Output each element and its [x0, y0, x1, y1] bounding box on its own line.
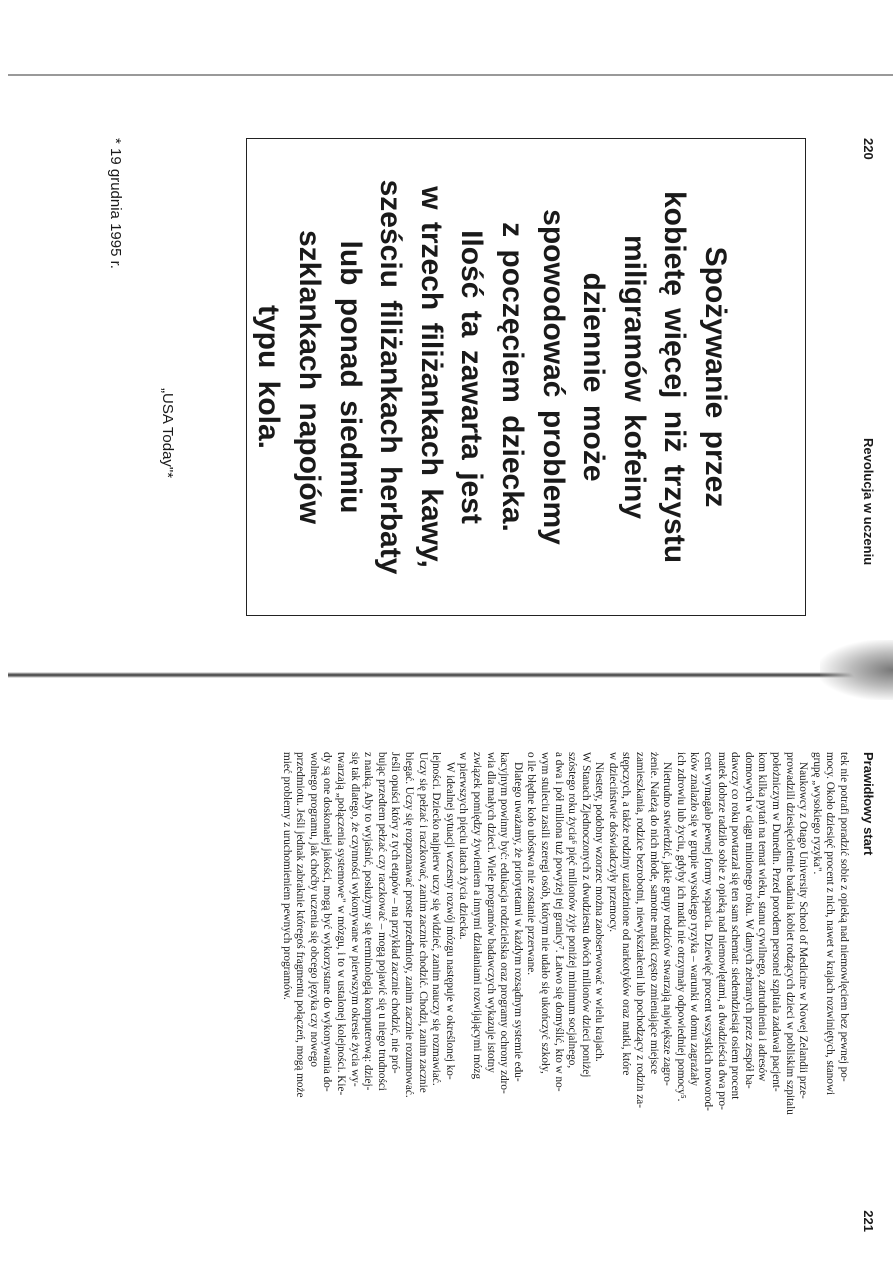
body-line: Jeśli opuści który z tych etapów – na przykład zacznie chodzić, nie pró- [389, 752, 402, 1074]
body-line: się tak dlatego, że czynności wykonywane w pierwszym okresie życia wy- [348, 752, 361, 1087]
quote-line: dziennie może [577, 272, 611, 482]
body-line: mieć problemy z uruchomieniem pewnych programów. [280, 752, 293, 1000]
body-line: matek dobrze radziło sobie z opieką nad niemowlętami, a dwadzieścia dwa pro- [715, 752, 728, 1110]
body-line: prowadzili dziesięcioletnie badania kobiet rodzących dzieci w pobliskim szpitalu [783, 752, 796, 1115]
quote-line: typu kola. [252, 304, 286, 450]
quote-line: miligramów kofeiny [617, 234, 651, 520]
lower-running-head: Prawidłowy start [861, 752, 876, 856]
quote-line: Ilość ta zawarta jest [455, 230, 489, 524]
body-line: mocy. Około dziesięć procent z nich, nawet w krajach rozwiniętych, stanowi [824, 752, 837, 1096]
scan-edge-line [8, 74, 893, 76]
body-line: wia dla małych dzieci. Wiele programów badawczych wykazuje istotny [484, 752, 497, 1073]
quote-source: „USA Today"* [159, 388, 176, 479]
body-line: W idealnej sytuacji wczesny rozwój mózgu następuje w określonej ko- [443, 762, 456, 1080]
body-line: zamieszkania, rodzice bezrobotni, niewykształceni lub pochodzący z rodzin za- [634, 752, 647, 1108]
body-line: Niestety, podobny wzorzec można zaobserwować w wielu krajach. [593, 762, 606, 1062]
body-line: Nietrudno stwierdzić, jakie grupy rodziców stwarzają największe zagro- [661, 762, 674, 1086]
body-line: położniczym w Dunedin. Przed porodem personel szpitala zadawał pacjent- [770, 752, 783, 1092]
quote-footnote: * 19 grudnia 1995 r. [107, 138, 124, 269]
book-gutter [8, 672, 893, 678]
upper-page [16, 138, 876, 618]
body-line: wym stuleciu zasili szeregi osób, którym nie udało się ukończyć szkoły, [538, 752, 551, 1074]
body-line: przedmiotu. Jeśli jednak zabraknie któregoś fragmentu połączeń, mogą może [294, 752, 307, 1098]
quote-line: Spożywanie przez [699, 246, 732, 508]
body-line: wolnego programu, jak choćby uczenia się obcego języka czy nowego [307, 752, 320, 1067]
body-line: żenie. Należą do nich młode, samotne matki często zmieniające miejsce [647, 752, 660, 1075]
body-line: stępczych, a także rodziny uzależnione od narkotyków oraz matki, które [620, 752, 633, 1076]
body-line: dawczy co roku powtarzał się ten sam schemat: siedemdziesiąt osiem procent [729, 752, 742, 1100]
quote-line: szklankach napojów [293, 229, 327, 525]
quote-line: w trzech filiżankach kawy, [414, 186, 448, 568]
body-line: Dlatego uważamy, że priorytetami w każdym rozsądnym systemie edu- [511, 762, 524, 1082]
body-line: z nauką. Aby to wyjaśnić, posłużymy się terminologią komputerową: dziej- [362, 752, 375, 1091]
body-line: twarzają „połączenia systemowe" w mózgu, i to w ustalonej kolejności. Kie- [335, 752, 348, 1096]
body-line: szóstego roku życia⁶ pięć milionów żyje poniżej minimum socjalnego, [566, 752, 579, 1069]
body-text [279, 752, 850, 1232]
body-line: bując przedtem pełzać czy raczkować – mogą pojawić się u niego trudności [375, 752, 388, 1091]
body-line: o ile błędne koło ubóstwa nie zostanie przerwane. [525, 752, 538, 976]
body-line: w pierwszych pięciu latach życia dziecka. [457, 752, 470, 940]
lower-page-number: 221 [861, 1210, 876, 1232]
body-line: ich zdrowiu lub życiu, gdyby ich matki nie otrzymały odpowiedniej pomocy⁵. [674, 752, 687, 1102]
body-line: lejności. Dziecko najpierw uczy się widzieć, zanim nauczy się rozmawiać. [430, 752, 443, 1086]
quote-box [246, 138, 806, 616]
lower-page-header [856, 752, 876, 1232]
body-line: W Stanach Zjednoczonych z dwudziestu dwóch milionów dzieci poniżej [579, 752, 592, 1078]
body-line: grupę „wysokiego ryzyka". [810, 752, 823, 875]
lower-page [16, 752, 876, 1232]
quote-line: lub ponad siedmiu [333, 240, 367, 514]
quote-text [248, 139, 735, 615]
quote-line: z poczęciem dziecka. [496, 222, 530, 532]
quote-line: kobietę więcej niż trzystu [658, 190, 692, 564]
body-line: ków znalazło się w grupie wysokiego ryzyka – warunki w domu zagrażały [688, 752, 701, 1086]
body-line: domowych w ciągu minionego roku. W danych zebranych przez zespół ba- [742, 752, 755, 1089]
body-line: Uczy się pełzać i raczkować, zanim zacznie chodzić. Chodzi, zanim zacznie [416, 752, 429, 1093]
body-line: Naukowcy z Otago University School of Medicine w Nowej Zelandii prze- [797, 762, 810, 1099]
quote-line: spowodować problemy [536, 209, 570, 545]
upper-running-head: Revolucja w uczeniu [861, 438, 876, 566]
quote-line: sześciu filiżankach herbaty [374, 179, 408, 575]
body-line: związek pomiędzy żywieniem a innymi działaniami rozwijającymi mózg [470, 752, 483, 1080]
body-line: cent wymagało pewnej formy wsparcia. Dziewięć procent wszystkich noworod- [702, 752, 715, 1111]
gutter-shadow [820, 640, 893, 700]
upper-page-header [856, 138, 876, 618]
body-line: a dwa i pół miliona tuż powyżej tej granicy⁷. Łatwo się domyślić, kto w no- [552, 752, 565, 1092]
body-line: kom kilka pytań na temat wieku, stanu cywilnego, zatrudnienia i adresów [756, 752, 769, 1082]
body-line: w dzieciństwie doświadczyły przemocy. [606, 752, 619, 933]
body-line: kacyjnym powinny być: edukacja rodzicielska oraz programy ochrony zdro- [498, 752, 511, 1094]
upper-page-number: 220 [861, 138, 876, 160]
body-line: dy są one doskonałej jakości, mogą być wykorzystane do wykonywania do- [321, 752, 334, 1092]
body-line: biegać. Uczy się rozpoznawać proste przedmioty, zanim zacznie rozumować. [403, 752, 415, 1098]
body-line: tek nie potrafi poradzić sobie z opieką nad niemowlęciem bez pewnej po- [838, 752, 850, 1082]
